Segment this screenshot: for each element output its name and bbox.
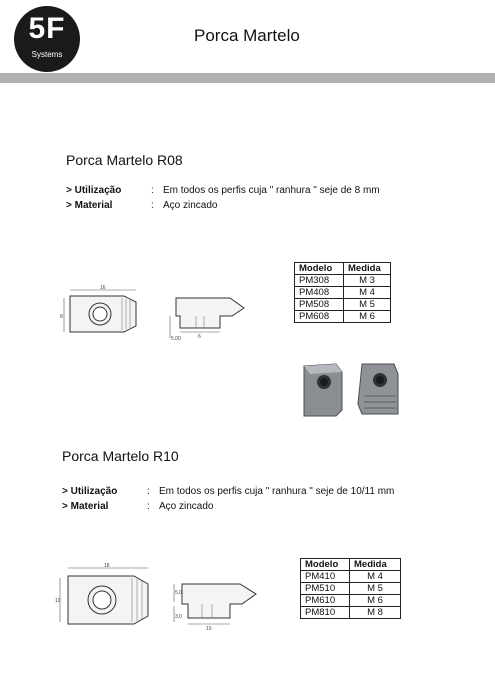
table-header-row <box>295 263 391 275</box>
table-cell-size: M 4 <box>350 571 401 583</box>
spec-list-r08 <box>66 185 486 215</box>
spec-value: Em todos os perfis cuja " ranhura " seje de 10/11 mm <box>159 486 395 497</box>
table-cell-model: PM810 <box>301 607 350 619</box>
spec-row-utilizacao <box>62 486 482 501</box>
table-cell-model: PM410 <box>301 571 350 583</box>
table-row <box>295 287 391 299</box>
table-cell-size: M 5 <box>350 583 401 595</box>
nut-side-view-drawing-r10 <box>170 574 268 634</box>
table-row <box>301 583 401 595</box>
nut-top-view-drawing-r10 <box>54 562 164 632</box>
column-header: Medida <box>350 559 401 571</box>
header-divider <box>0 73 495 83</box>
table-cell-size: M 8 <box>350 607 401 619</box>
table-cell-size: M 6 <box>344 311 391 323</box>
spec-value: Aço zincado <box>163 200 218 211</box>
spec-value: Aço zincado <box>159 501 214 512</box>
dimension-label: 5,0 <box>175 590 182 596</box>
table-row <box>301 607 401 619</box>
spec-list-r10 <box>62 486 482 516</box>
column-header: Medida <box>344 263 391 275</box>
nut-photo-angled-r08 <box>354 360 402 420</box>
dimension-label: 8 <box>60 314 63 320</box>
spec-colon: : <box>147 486 150 497</box>
dimension-label: 3,0 <box>175 614 182 620</box>
section-title-r08: Porca Martelo R08 <box>66 152 183 168</box>
dimension-label: 16 <box>100 285 106 291</box>
size-table-r08 <box>294 262 391 323</box>
spec-row-utilizacao <box>66 185 486 200</box>
table-cell-size: M 5 <box>344 299 391 311</box>
table-cell-model: PM608 <box>295 311 344 323</box>
table-cell-size: M 6 <box>350 595 401 607</box>
dimension-label: 6 <box>198 334 201 340</box>
logo-subtitle: Systems <box>31 50 63 59</box>
spec-label: > Utilização <box>62 486 118 497</box>
page-title: Porca Martelo <box>194 26 300 45</box>
spec-row-material <box>62 501 482 516</box>
dimension-label: 10 <box>55 598 61 604</box>
table-row <box>295 275 391 287</box>
table-row <box>295 311 391 323</box>
table-cell-model: PM508 <box>295 299 344 311</box>
spec-label: > Material <box>66 200 113 211</box>
nut-photo-front-r08 <box>298 360 346 420</box>
table-row <box>301 571 401 583</box>
company-logo <box>14 6 80 72</box>
size-table-r10 <box>300 558 401 619</box>
spec-label: > Utilização <box>66 185 122 196</box>
section-title-r10: Porca Martelo R10 <box>62 448 179 464</box>
nut-top-view-drawing-r08 <box>60 284 150 342</box>
dimension-label: 10 <box>206 626 212 632</box>
table-row <box>301 595 401 607</box>
table-cell-size: M 4 <box>344 287 391 299</box>
table-cell-model: PM308 <box>295 275 344 287</box>
spec-row-material <box>66 200 486 215</box>
column-header: Modelo <box>295 263 344 275</box>
spec-colon: : <box>151 200 154 211</box>
table-cell-model: PM408 <box>295 287 344 299</box>
logo-mark: 5F <box>28 12 66 45</box>
table-cell-size: M 3 <box>344 275 391 287</box>
table-cell-model: PM510 <box>301 583 350 595</box>
dimension-label: 5,00 <box>171 336 181 342</box>
spec-value: Em todos os perfis cuja " ranhura " seje de 8 mm <box>163 185 380 196</box>
column-header: Modelo <box>301 559 350 571</box>
dimension-label: 18 <box>104 563 110 569</box>
spec-colon: : <box>147 501 150 512</box>
table-header-row <box>301 559 401 571</box>
spec-colon: : <box>151 185 154 196</box>
spec-label: > Material <box>62 501 109 512</box>
table-row <box>295 299 391 311</box>
nut-side-view-drawing-r08 <box>168 288 254 344</box>
table-cell-model: PM610 <box>301 595 350 607</box>
